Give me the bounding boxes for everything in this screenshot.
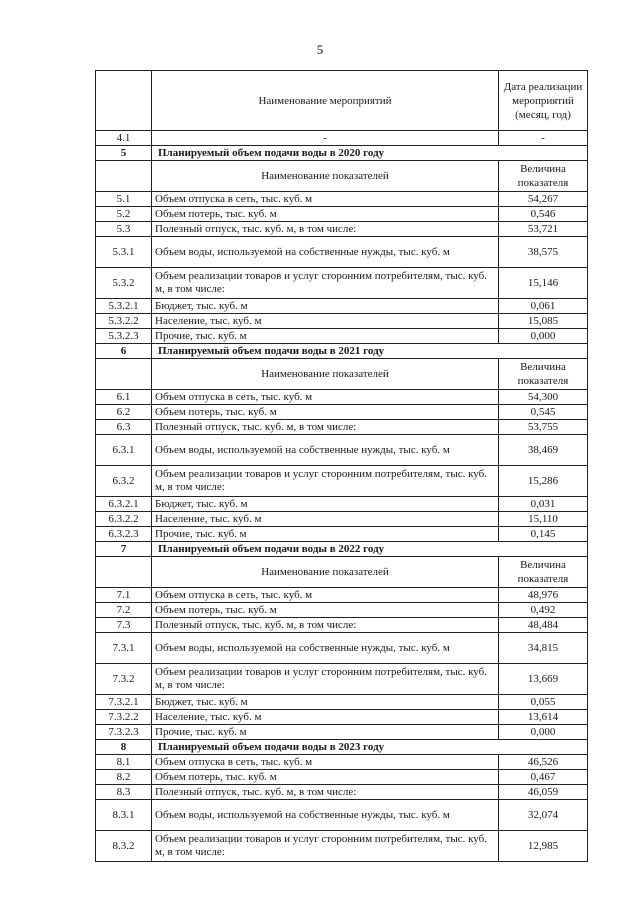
header-num-cell [96,161,152,192]
row-value: 0,000 [499,725,588,740]
table-row [96,207,588,222]
table-row [96,618,588,633]
header-indicator-name: Наименование показателей [152,557,499,588]
row-value: 54,267 [499,192,588,207]
row-value: 0,145 [499,527,588,542]
section-number: 7 [96,542,152,557]
header-measures-name: Наименование мероприятий [152,71,499,131]
row-value: 0,545 [499,405,588,420]
section-number: 5 [96,146,152,161]
row-number: 7.1 [96,588,152,603]
row-number: 7.3.1 [96,633,152,664]
row-value: 32,074 [499,800,588,831]
header-implementation-date: Дата реализации мероприятий (месяц, год) [499,71,588,131]
section-number: 8 [96,740,152,755]
header-indicator-value: Величина показателя [499,161,588,192]
table-row [96,131,588,146]
section-number: 6 [96,344,152,359]
row-number: 8.3.2 [96,831,152,862]
table-row [96,299,588,314]
row-name: Бюджет, тыс. куб. м [152,497,499,512]
row-number: 6.3.1 [96,435,152,466]
row-name: Полезный отпуск, тыс. куб. м, в том числе: [152,785,499,800]
row-value: 54,300 [499,390,588,405]
row-value: 15,110 [499,512,588,527]
section-title-row [96,542,588,557]
table-row [96,785,588,800]
row-value: 15,146 [499,268,588,299]
table-row [96,405,588,420]
row-name: Объем воды, используемой на собственные нужды, тыс. куб. м [152,633,499,664]
row-value: 53,721 [499,222,588,237]
row-value: 48,484 [499,618,588,633]
section-title-row [96,344,588,359]
row-value: 13,614 [499,710,588,725]
table-row [96,420,588,435]
row-value: 15,286 [499,466,588,497]
row-number: 6.3 [96,420,152,435]
row-number: 5.3.2.1 [96,299,152,314]
row-name: Полезный отпуск, тыс. куб. м, в том числе: [152,222,499,237]
row-name: Население, тыс. куб. м [152,710,499,725]
row-value: 46,526 [499,755,588,770]
header-indicator-value: Величина показателя [499,359,588,390]
row-number: 5.3.2 [96,268,152,299]
row-value: 46,059 [499,785,588,800]
measures-table [95,70,588,862]
row-name: Объем потерь, тыс. куб. м [152,207,499,222]
row-value: 0,546 [499,207,588,222]
table-row [96,770,588,785]
table-row [96,588,588,603]
page-number: 5 [316,42,324,57]
row-value: 38,575 [499,237,588,268]
row-number: 6.2 [96,405,152,420]
row-name: Объем воды, используемой на собственные нужды, тыс. куб. м [152,435,499,466]
row-name: Объем отпуска в сеть, тыс. куб. м [152,755,499,770]
row-name: Объем реализации товаров и услуг сторонним потребителям, тыс. куб. м, в том числе: [152,664,499,695]
table-row [96,237,588,268]
row-number: 4.1 [96,131,152,146]
row-name: Объем воды, используемой на собственные нужды, тыс. куб. м [152,800,499,831]
row-value: 53,755 [499,420,588,435]
row-name: Объем отпуска в сеть, тыс. куб. м [152,390,499,405]
row-name: Объем воды, используемой на собственные нужды, тыс. куб. м [152,237,499,268]
table-row [96,192,588,207]
row-number: 6.3.2.1 [96,497,152,512]
table-row [96,512,588,527]
table-row [96,603,588,618]
row-number: 7.2 [96,603,152,618]
table-row [96,725,588,740]
row-number: 8.3 [96,785,152,800]
row-number: 5.3.2.2 [96,314,152,329]
row-value: 0,061 [499,299,588,314]
row-name: Бюджет, тыс. куб. м [152,695,499,710]
row-number: 5.3.2.3 [96,329,152,344]
table-row [96,329,588,344]
row-value: 0,492 [499,603,588,618]
row-number: 6.3.2.3 [96,527,152,542]
header-num-cell [96,359,152,390]
row-number: 5.3.1 [96,237,152,268]
table-row [96,527,588,542]
row-number: 8.3.1 [96,800,152,831]
table-row [96,268,588,299]
row-value: 0,467 [499,770,588,785]
header-indicator-value: Величина показателя [499,557,588,588]
row-value: 0,055 [499,695,588,710]
section-title: Планируемый объем подачи воды в 2023 году [152,740,588,755]
table-row [96,466,588,497]
section-header-row [96,161,588,192]
row-value: 15,085 [499,314,588,329]
row-number: 7.3.2.3 [96,725,152,740]
row-name: Население, тыс. куб. м [152,314,499,329]
row-name: Объем реализации товаров и услуг сторонним потребителям, тыс. куб. м, в том числе: [152,466,499,497]
row-name: Объем потерь, тыс. куб. м [152,603,499,618]
row-number: 7.3 [96,618,152,633]
section-title-row [96,740,588,755]
row-name: Объем потерь, тыс. куб. м [152,770,499,785]
table-row [96,633,588,664]
row-value: 12,985 [499,831,588,862]
row-value: - [499,131,588,146]
row-value: 0,031 [499,497,588,512]
row-value: 48,976 [499,588,588,603]
row-number: 8.1 [96,755,152,770]
table-row [96,390,588,405]
row-number: 7.3.2 [96,664,152,695]
section-title-row [96,146,588,161]
section-title: Планируемый объем подачи воды в 2021 году [152,344,588,359]
header-num-cell [96,71,152,131]
section-title: Планируемый объем подачи воды в 2022 году [152,542,588,557]
row-number: 7.3.2.1 [96,695,152,710]
table-row [96,497,588,512]
section-header-row [96,557,588,588]
table-row [96,222,588,237]
section-header-row [96,359,588,390]
table-row [96,710,588,725]
row-name: Объем потерь, тыс. куб. м [152,405,499,420]
row-name: Прочие, тыс. куб. м [152,725,499,740]
row-name: Бюджет, тыс. куб. м [152,299,499,314]
row-name: Объем реализации товаров и услуг сторонним потребителям, тыс. куб. м, в том числе: [152,268,499,299]
header-num-cell [96,557,152,588]
row-name: Полезный отпуск, тыс. куб. м, в том числе: [152,420,499,435]
row-number: 6.3.2 [96,466,152,497]
table-row [96,800,588,831]
row-number: 5.3 [96,222,152,237]
row-name: Объем реализации товаров и услуг сторонним потребителям, тыс. куб. м, в том числе: [152,831,499,862]
table-row [96,695,588,710]
row-number: 5.1 [96,192,152,207]
row-number: 5.2 [96,207,152,222]
row-name: Объем отпуска в сеть, тыс. куб. м [152,588,499,603]
table-header-row [96,71,588,131]
row-name: Прочие, тыс. куб. м [152,329,499,344]
table-row [96,435,588,466]
row-name: Население, тыс. куб. м [152,512,499,527]
row-number: 6.3.2.2 [96,512,152,527]
table-row [96,664,588,695]
row-number: 7.3.2.2 [96,710,152,725]
row-value: 0,000 [499,329,588,344]
row-name: - [152,131,499,146]
row-value: 13,669 [499,664,588,695]
table-row [96,831,588,862]
row-name: Прочие, тыс. куб. м [152,527,499,542]
row-value: 34,815 [499,633,588,664]
table-row [96,755,588,770]
header-indicator-name: Наименование показателей [152,161,499,192]
row-value: 38,469 [499,435,588,466]
section-title: Планируемый объем подачи воды в 2020 году [152,146,588,161]
header-indicator-name: Наименование показателей [152,359,499,390]
row-number: 8.2 [96,770,152,785]
table-row [96,314,588,329]
row-number: 6.1 [96,390,152,405]
row-name: Полезный отпуск, тыс. куб. м, в том числе: [152,618,499,633]
row-name: Объем отпуска в сеть, тыс. куб. м [152,192,499,207]
